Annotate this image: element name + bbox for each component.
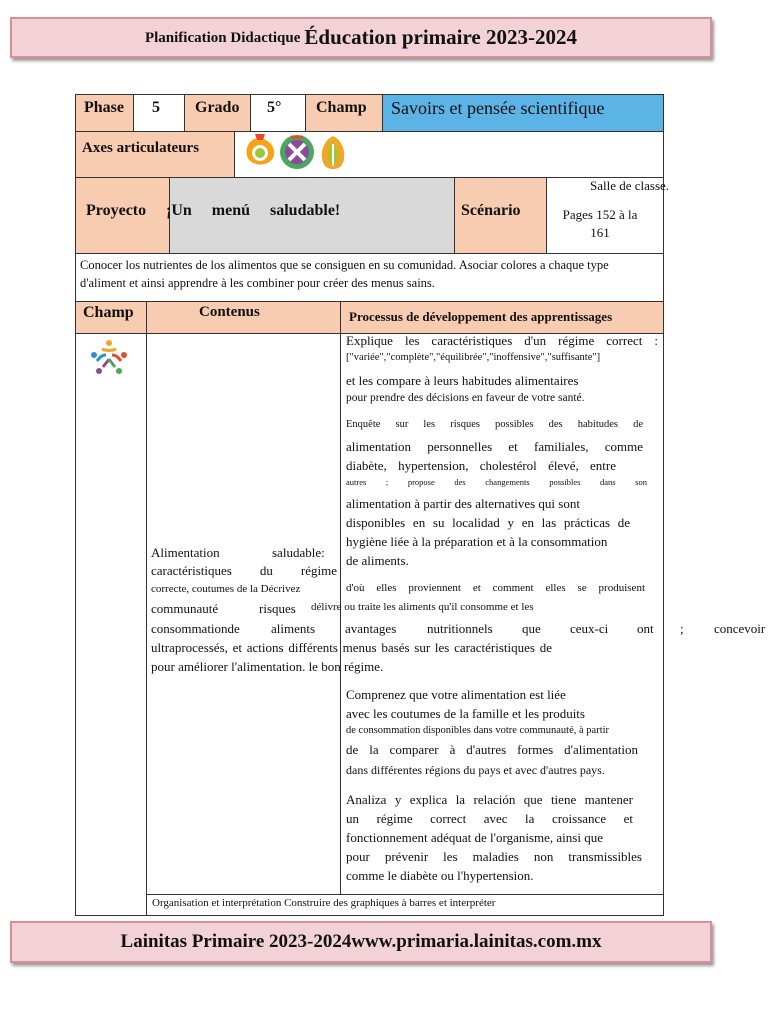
contenus-l5e: que: [522, 621, 541, 636]
phase-value: 5: [152, 99, 160, 116]
axis-icon-orange: [241, 130, 279, 170]
col-header-processus: Processus de développement des apprentissages: [349, 309, 613, 324]
proyecto-value-cell: [166, 177, 455, 254]
scenario-place: Salle de classe.: [590, 178, 670, 193]
axes-icons-cell: [234, 131, 664, 178]
proyecto-value: ¡Un menú saludable!: [166, 202, 341, 219]
header-title: Éducation primaire 2023-2024: [304, 25, 578, 49]
champ-value-cell: [382, 94, 664, 132]
proc-p2a: Enquête sur les risques possibles des habitudes de: [346, 419, 643, 430]
header-subtitle: Planification Didactique: [144, 30, 301, 46]
proc-p2g: hygiène liée à la préparation et à la consommation: [346, 534, 608, 549]
axes-label-cell: [75, 131, 235, 178]
proc-p2h: de aliments.: [346, 553, 409, 568]
contenus-l5i: concevoir: [714, 621, 766, 636]
champ-people-icon: [88, 337, 130, 379]
scenario-pages: Pages 152 à la 161: [562, 207, 638, 240]
footer-banner: [10, 921, 712, 963]
contenus-l5f: ceux-ci: [570, 621, 609, 636]
grado-label-cell: [184, 94, 251, 132]
col-header-processus-cell: [340, 301, 664, 334]
contenus-l5c: avantages: [345, 621, 397, 636]
axis-icon-green-x: [277, 131, 317, 171]
axes-label: Axes articulateurs: [82, 140, 200, 156]
proc-p4c: de consommation disponibles dans votre communauté, à partir: [346, 725, 610, 736]
contenus-l2: caractéristiques du régime: [151, 563, 337, 578]
proc-p2f: disponibles en su localidad y en las prácticas de: [346, 515, 630, 530]
proc-p4d: de la comparer à d'autres formes d'alimentation: [346, 742, 638, 757]
proc-p2d: autres ; propose des changements possibles dans son: [346, 477, 647, 487]
contenus-l5a: consommationde: [151, 621, 240, 636]
scenario-value-cell: [546, 177, 670, 254]
axis-icon-leaf: [315, 132, 351, 172]
contenus-l5b: aliments: [271, 621, 316, 636]
phase-label: Phase: [84, 99, 124, 116]
proc-p4e: dans différentes régions du pays et avec d'autres pays.: [346, 763, 605, 777]
champ-label-cell: [305, 94, 383, 132]
contenus-l4a: communauté: [151, 601, 219, 616]
proc-p1b: ["variée","complète","équilibrée","inoffensive","suffisante"]: [346, 352, 601, 363]
proc-p5b: un régime correct avec la croissance et: [346, 811, 633, 826]
col-header-champ-cell: [75, 301, 147, 334]
proc-p3a: d'où elles proviennent et comment elles se produisent: [346, 582, 645, 594]
col-header-champ: Champ: [83, 304, 134, 321]
grado-value-cell: [250, 94, 306, 132]
contenus-l3: correcte, coutumes de la Décrivez: [151, 583, 301, 595]
champ-body-cell: [75, 333, 147, 916]
scenario-label-cell: [454, 177, 547, 254]
purpose-cell: [75, 253, 664, 302]
proc-p1a: Explique les caractéristiques d'un régime correct :: [346, 333, 658, 348]
footer-text: Lainitas Primaire 2023-2024www.primaria.lainitas.com.mx: [120, 931, 602, 952]
contenus-l6: ultraprocessés, et actions différents menus basés sur les caractéristiques de: [151, 640, 552, 655]
proyecto-label: Proyecto: [86, 202, 147, 219]
contenus-l5g: ont: [637, 621, 654, 636]
bottom-row-cell: [146, 894, 664, 916]
proc-p4b: avec les coutumes de la famille et les produits: [346, 706, 585, 721]
proc-p5c: fonctionnement adéquat de l'organisme, ainsi que: [346, 830, 603, 845]
contenus-l5d: nutritionnels: [427, 621, 493, 636]
contenus-l1b: saludable:: [272, 545, 325, 560]
contenus-l1a: Alimentation: [151, 545, 220, 560]
champ-label: Champ: [316, 99, 367, 116]
proc-p2e: alimentation à partir des alternatives qui sont: [346, 496, 580, 511]
purpose-text: Conocer los nutrientes de los alimentos que se consiguen en su comunidad. Asociar colores a chaque type d'aliment et ainsi apprendre à les combiner pour créer des menus sains.: [80, 258, 609, 290]
proyecto-label-cell: [75, 177, 170, 254]
proc-p5a: Analiza y explica la relación que tiene mantener: [346, 792, 633, 807]
grado-label: Grado: [195, 99, 240, 116]
champ-value: Savoirs et pensée scientifique: [391, 98, 605, 118]
proc-p5d: pour prévenir les maladies non transmissibles: [346, 849, 642, 864]
contenus-l5h: ;: [680, 621, 684, 636]
phase-label-cell: [75, 94, 134, 132]
proc-p2c: diabète, hypertension, cholestérol élevé, entre: [346, 458, 616, 473]
proc-p1c: et les compare à leurs habitudes alimentaires: [346, 373, 579, 388]
bottom-row-text: Organisation et interprétation Construire des graphiques à barres et interpréter: [152, 897, 496, 909]
scenario-label: Scénario: [461, 202, 521, 219]
contenus-l4c: délivre ou traite les aliments qu'il consomme et les: [311, 601, 534, 613]
contenus-l7: pour améliorer l'alimentation. le bon régime.: [151, 659, 384, 674]
phase-value-cell: [133, 94, 185, 132]
proc-p5e: comme le diabète ou l'hypertension.: [346, 868, 534, 883]
proc-p1d: pour prendre des décisions en faveur de votre santé.: [346, 392, 585, 404]
col-header-contenus-cell: [146, 301, 341, 334]
col-header-contenus: Contenus: [199, 304, 260, 320]
header-banner: [10, 17, 712, 58]
proc-p2b: alimentation personnelles et familiales, comme: [346, 439, 643, 454]
proc-p4a: Comprenez que votre alimentation est liée: [346, 687, 566, 702]
grado-value: 5°: [267, 99, 282, 116]
contenus-l4b: risques: [259, 601, 296, 616]
